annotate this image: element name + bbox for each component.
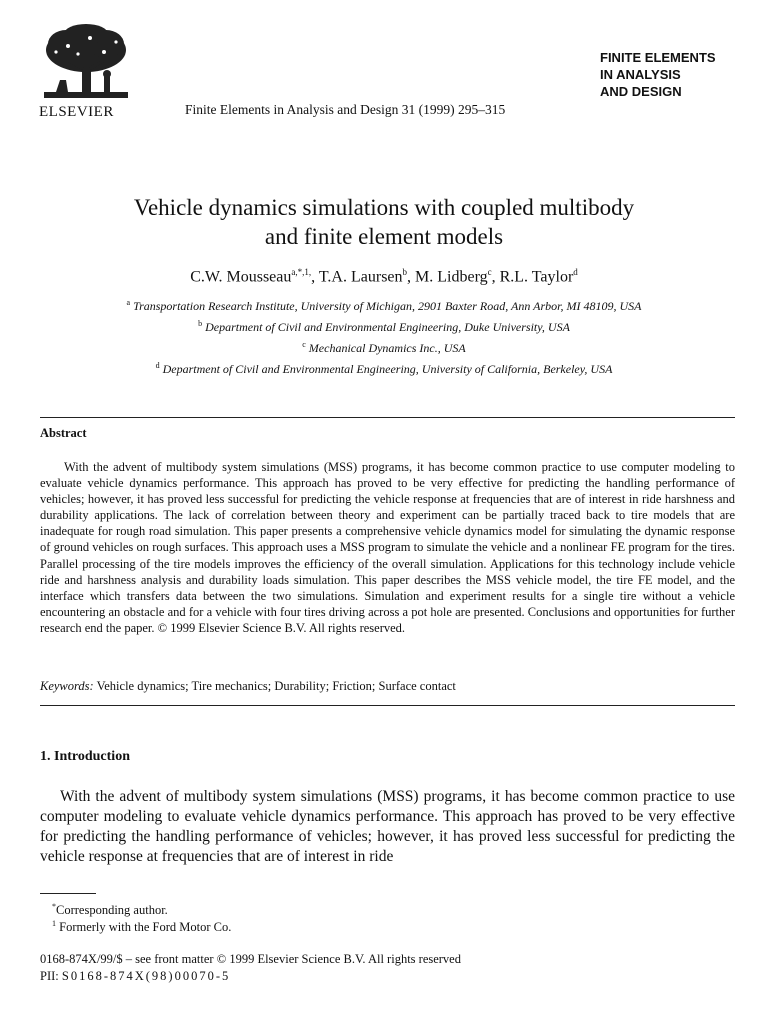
affiliation — [0, 357, 768, 378]
section-body: With the advent of multibody system simulations (MSS) programs, it has become common practice to use computer modeling to evaluate vehicle dynamics performance. This approach has proved to be very effective for predicting the handling performance of vehicles; however, it has proved less successful for predicting the vehicle response at frequencies that are of interest in ride — [40, 788, 735, 865]
paper-title — [0, 193, 768, 251]
journal-title-block — [600, 49, 716, 100]
abstract-bottom-rule — [40, 705, 735, 706]
pii-line — [40, 969, 230, 984]
journal-title-line: IN ANALYSIS — [600, 67, 681, 82]
author-separator: , — [311, 268, 319, 286]
author-affiliation-mark: c — [487, 267, 492, 277]
keywords-text: Vehicle dynamics; Tire mechanics; Durability; Friction; Surface contact — [96, 679, 456, 693]
affiliation — [0, 294, 768, 315]
footnote — [52, 902, 168, 918]
journal-title-line: AND DESIGN — [600, 84, 682, 99]
publisher-name: ELSEVIER — [39, 104, 114, 120]
author-name: T.A. Laursen — [318, 268, 403, 286]
affiliation-list — [0, 294, 768, 378]
author-name: M. Lidberg — [415, 268, 488, 286]
affiliation-text: Transportation Research Institute, University of Michigan, 2901 Baxter Road, Ann Arbor, MI 48109, USA — [133, 299, 642, 313]
footnote — [52, 919, 231, 935]
pii-label: PII: — [40, 969, 59, 983]
abstract-body: With the advent of multibody system simulations (MSS) programs, it has become common practice to use computer modeling to evaluate vehicle dynamics performance. This approach has proved to be very effective for predicting the handling performance of vehicles; however, it has proved less successful for predicting the vehicle response at frequencies that are of interest in ride harshness and durability applications. The lack of correlation between theory and experiment can be partially traced back to tire models that are inadequate for rough road simulation. This paper presents a comprehensive vehicle dynamics model for simulating the dynamic response of ground vehicles on rough surfaces. This approach uses a MSS program to simulate the vehicle and a nonlinear FE program for the tires. Parallel processing of the tire models improves the efficiency of the overall simulation. Applications for this technology include vehicle ride and harshness analysis and durability loads simulation. This paper describes the MSS vehicle model, the tire FE model, and the interface which transfers data between the two simulations. Simulation and experiment results for a single tire without a vehicle encountering an obstacle and for a vehicle with four tires driving across a pot hole are presented. Conclusions and opportunities for further research end the paper. © 1999 Elsevier Science B.V. All rights reserved. — [40, 460, 735, 635]
abstract-heading: Abstract — [40, 426, 87, 440]
footnote-text: Formerly with the Ford Motor Co. — [59, 920, 232, 935]
section-heading: 1. Introduction — [40, 749, 130, 764]
author-name: R.L. Taylor — [499, 268, 574, 286]
affiliation-text: Mechanical Dynamics Inc., USA — [308, 341, 466, 355]
footnote-text: Corresponding author. — [56, 903, 168, 918]
author-list — [0, 267, 768, 286]
paper-title-line: and finite element models — [264, 224, 504, 249]
footnote-rule — [40, 893, 96, 894]
author-separator: , — [491, 268, 500, 286]
footnote-mark: * — [52, 902, 56, 911]
affiliation-mark: c — [302, 340, 306, 349]
paper-title-line: Vehicle dynamics simulations with coupled multibody — [133, 195, 635, 220]
affiliation-mark: d — [155, 361, 160, 370]
footnote-mark: 1 — [52, 919, 56, 928]
affiliation-text: Department of Civil and Environmental Engineering, University of California, Berkeley, USA — [162, 362, 613, 376]
keywords-label: Keywords: — [40, 679, 94, 693]
journal-title-line: FINITE ELEMENTS — [600, 50, 716, 65]
author-affiliation-mark: a,*,1, — [291, 267, 312, 277]
author-affiliation-mark: d — [573, 267, 578, 277]
elsevier-tree-logo — [38, 24, 134, 102]
affiliation-mark: a — [126, 298, 131, 307]
pii-code: S0168-874X(98)00070-5 — [61, 969, 231, 983]
affiliation-text: Department of Civil and Environmental Engineering, Duke University, USA — [205, 320, 570, 334]
author-separator: , — [407, 268, 416, 286]
affiliation — [0, 315, 768, 336]
journal-citation: Finite Elements in Analysis and Design 31 (1999) 295–315 — [185, 102, 506, 117]
affiliation — [0, 336, 768, 357]
keywords — [40, 679, 456, 694]
copyright-line: 0168-874X/99/$ – see front matter © 1999 Elsevier Science B.V. All rights reserved — [40, 952, 461, 966]
author-name: C.W. Mousseau — [190, 268, 292, 286]
abstract-top-rule — [40, 417, 735, 418]
author-affiliation-mark: b — [402, 267, 408, 277]
affiliation-mark: b — [198, 319, 203, 328]
